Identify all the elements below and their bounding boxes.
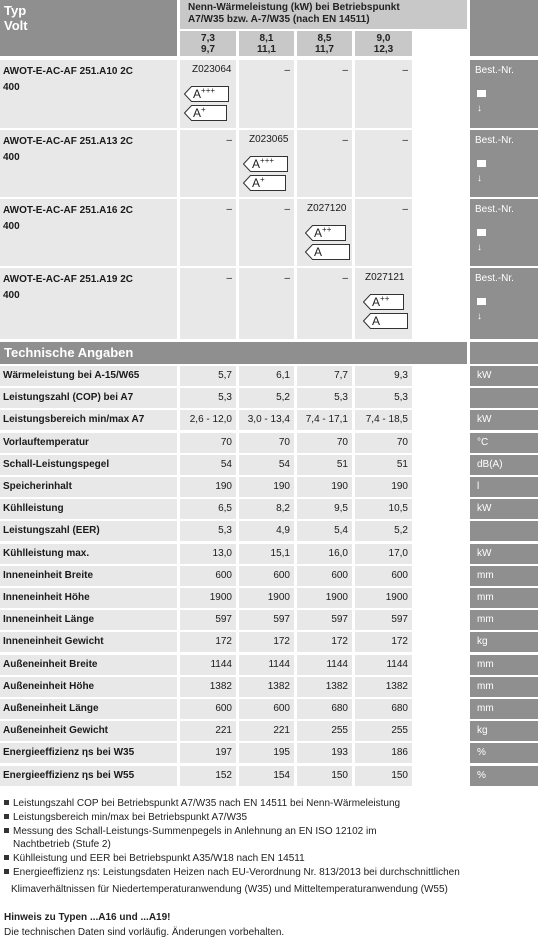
spec-value: 51 [297, 455, 352, 475]
model-cell [355, 60, 412, 128]
spec-label: Energieeffizienz ηs bei W55 [0, 766, 177, 786]
bar-icon[interactable] [477, 229, 486, 236]
header-type-volt [0, 0, 177, 56]
spec-value: 5,3 [297, 388, 352, 408]
spec-value: 7,4 - 17,1 [297, 410, 352, 430]
spec-value: 7,4 - 18,5 [355, 410, 412, 430]
footnote [4, 853, 305, 864]
spec-value: 1382 [355, 677, 412, 697]
spec-value: 9,3 [355, 366, 412, 386]
spec-label: Leistungszahl (COP) bei A7 [0, 388, 177, 408]
empty-dash: – [226, 273, 232, 284]
spec-label: Außeneinheit Länge [0, 699, 177, 719]
spec-value: 54 [239, 455, 294, 475]
energy-label [305, 225, 346, 241]
spec-value: 70 [239, 433, 294, 453]
spec-value: 10,5 [355, 499, 412, 519]
spec-value: 172 [180, 632, 236, 652]
spec-value: 597 [355, 610, 412, 630]
footnote [4, 812, 247, 823]
spec-value: 197 [180, 743, 236, 763]
model-row-name [0, 130, 177, 197]
empty-dash: – [226, 135, 232, 146]
spec-value: 1144 [180, 655, 236, 675]
footnote-text: Kühlleistung und EER bei Betriebspunkt A35/W18 nach EN 14511 [13, 853, 305, 864]
spec-unit: °C [470, 433, 538, 453]
footnote [4, 867, 460, 878]
empty-dash: – [284, 65, 290, 76]
spec-value: 4,9 [239, 521, 294, 541]
spec-value: 600 [180, 699, 236, 719]
spec-unit [470, 521, 538, 541]
model-row-name [0, 199, 177, 266]
footnote-text: Energieeffizienz ηs: Leistungsdaten Heizen nach EU-Verordnung Nr. 813/2013 bei durchschnittlichen [13, 867, 460, 878]
spec-unit: l [470, 477, 538, 497]
model-cell [180, 130, 236, 197]
spec-value: 2,6 - 12,0 [180, 410, 236, 430]
model-volt: 400 [3, 152, 20, 163]
spec-value: 3,0 - 13,4 [239, 410, 294, 430]
energy-class-letter: A [314, 245, 323, 259]
spec-value: 51 [355, 455, 412, 475]
spec-label: Inneneinheit Länge [0, 610, 177, 630]
order-number: Z027121 [365, 272, 405, 283]
spec-value: 1144 [355, 655, 412, 675]
energy-class-letter: A [193, 87, 202, 101]
spec-unit: mm [470, 566, 538, 586]
energy-class-text [193, 106, 206, 120]
spec-value: 195 [239, 743, 294, 763]
spec-value: 70 [180, 433, 236, 453]
spec-label: Inneneinheit Breite [0, 566, 177, 586]
column-header-b: 12,3 [373, 44, 394, 55]
column-header-b: 11,1 [257, 44, 276, 55]
model-cell [355, 130, 412, 197]
model-cell [297, 60, 352, 128]
bullet-icon [4, 869, 9, 874]
model-row-name [0, 60, 177, 128]
spec-unit: mm [470, 610, 538, 630]
spec-value: 13,0 [180, 544, 236, 564]
spec-value: 600 [239, 566, 294, 586]
spec-unit: kW [470, 544, 538, 564]
spec-value: 1144 [239, 655, 294, 675]
energy-label [243, 175, 286, 191]
spec-unit: kW [470, 366, 538, 386]
model-cell [239, 130, 294, 197]
spec-value: 680 [297, 699, 352, 719]
spec-value: 1900 [297, 588, 352, 608]
order-number: Z023064 [192, 64, 232, 75]
spec-label: Inneneinheit Höhe [0, 588, 177, 608]
spec-value: 70 [297, 433, 352, 453]
empty-dash: – [284, 273, 290, 284]
spec-value: 6,1 [239, 366, 294, 386]
order-number-label-cell [470, 60, 538, 128]
energy-class-letter: A [372, 314, 381, 328]
spec-value: 186 [355, 743, 412, 763]
order-number-label-cell [470, 199, 538, 266]
order-number-label: Best.-Nr. [475, 273, 514, 284]
type-label: Typ [4, 3, 27, 18]
model-cell [297, 268, 352, 339]
model-cell [239, 199, 294, 266]
energy-class-text [314, 245, 322, 259]
spec-value: 172 [297, 632, 352, 652]
spec-value: 9,5 [297, 499, 352, 519]
bullet-icon [4, 855, 9, 860]
hint-title: Hinweis zu Typen ...A16 und ...A19! [4, 912, 171, 923]
tech-title: Technische Angaben [4, 345, 134, 360]
spec-label: Speicherinhalt [0, 477, 177, 497]
empty-dash: – [402, 65, 408, 76]
nominal-line-2: A7/W35 bzw. A-7/W35 (nach EN 14511) [188, 14, 370, 25]
spec-value: 8,2 [239, 499, 294, 519]
spec-value: 597 [239, 610, 294, 630]
header-right-block [470, 0, 538, 56]
energy-class-plus: + [260, 175, 265, 184]
column-header [297, 31, 352, 56]
energy-class-letter: A [372, 295, 381, 309]
order-number-label: Best.-Nr. [475, 135, 514, 146]
spec-value: 255 [297, 721, 352, 741]
spec-value: 255 [355, 721, 412, 741]
model-cell [239, 268, 294, 339]
spec-unit: kg [470, 721, 538, 741]
energy-class-text [193, 87, 215, 101]
column-header-b: 11,7 [315, 44, 334, 55]
nominal-line-1: Nenn-Wärmeleistung (kW) bei Betriebspunkt [188, 2, 400, 13]
empty-dash: – [342, 135, 348, 146]
footnote-text: Leistungszahl COP bei Betriebspunkt A7/W35 nach EN 14511 bei Nenn-Wärmeleistung [13, 798, 401, 809]
column-header [239, 31, 294, 56]
footnote-text: Klimaverhältnissen für Niedertemperaturanwendung (W35) und Mitteltemperaturanwendung (W55) [11, 884, 448, 895]
bullet-icon [4, 814, 9, 819]
model-cell [355, 199, 412, 266]
column-header-a: 8,1 [259, 33, 274, 44]
spec-value: 5,2 [355, 521, 412, 541]
spec-value: 1382 [297, 677, 352, 697]
energy-class-plus: ++ [380, 294, 390, 303]
energy-label [243, 156, 288, 172]
spec-label: Inneneinheit Gewicht [0, 632, 177, 652]
spec-label: Leistungsbereich min/max A7 [0, 410, 177, 430]
energy-label [305, 244, 350, 260]
spec-value: 600 [180, 566, 236, 586]
spec-value: 54 [180, 455, 236, 475]
spec-unit: % [470, 766, 538, 786]
spec-value: 17,0 [355, 544, 412, 564]
spec-value: 600 [239, 699, 294, 719]
spec-unit: mm [470, 699, 538, 719]
footnote-text: Leistungsbereich min/max bei Betriebspunkt A7/W35 [13, 812, 248, 823]
energy-class-letter: A [314, 226, 323, 240]
footnote [4, 826, 377, 837]
bullet-icon [4, 828, 9, 833]
column-header [180, 31, 236, 56]
volt-label: Volt [4, 18, 28, 33]
spec-value: 221 [180, 721, 236, 741]
order-number: Z023065 [249, 134, 289, 145]
model-name: AWOT-E-AC-AF 251.A13 2C [3, 136, 134, 147]
bullet-icon [4, 800, 9, 805]
model-cell [355, 268, 412, 339]
spec-value: 172 [355, 632, 412, 652]
order-number-label: Best.-Nr. [475, 65, 514, 76]
model-cell [297, 130, 352, 197]
spec-value: 680 [355, 699, 412, 719]
footnote-text: Messung des Schall-Leistungs-Summenpegels in Anlehnung an EN ISO 12102 im [13, 826, 377, 837]
spec-value: 190 [355, 477, 412, 497]
column-header-a: 8,5 [317, 33, 332, 44]
footnote-text: Nachtbetrieb (Stufe 2) [13, 839, 111, 850]
spec-label: Außeneinheit Gewicht [0, 721, 177, 741]
model-volt: 400 [3, 221, 20, 232]
model-cell [180, 60, 236, 128]
spec-label: Wärmeleistung bei A-15/W65 [0, 366, 177, 386]
spec-value: 150 [297, 766, 352, 786]
spec-label: Kühlleistung [0, 499, 177, 519]
spec-value: 1900 [239, 588, 294, 608]
spec-label: Außeneinheit Höhe [0, 677, 177, 697]
spec-label: Leistungszahl (EER) [0, 521, 177, 541]
spec-unit: mm [470, 588, 538, 608]
model-volt: 400 [3, 290, 20, 301]
arrow-icon[interactable]: ↓ [477, 311, 482, 322]
energy-label [184, 105, 227, 121]
energy-class-plus: ++ [322, 225, 332, 234]
footnote [4, 798, 400, 809]
empty-dash: – [284, 204, 290, 215]
model-cell [239, 60, 294, 128]
energy-class-letter: A [252, 157, 261, 171]
tech-header-right [470, 342, 538, 364]
spec-label: Außeneinheit Breite [0, 655, 177, 675]
spec-value: 600 [297, 566, 352, 586]
column-header [355, 31, 412, 56]
spec-value: 1382 [180, 677, 236, 697]
energy-class-text [252, 176, 265, 190]
empty-dash: – [226, 204, 232, 215]
energy-class-letter: A [193, 106, 202, 120]
spec-value: 5,7 [180, 366, 236, 386]
empty-dash: – [402, 204, 408, 215]
energy-class-plus: + [201, 105, 206, 114]
spec-value: 152 [180, 766, 236, 786]
model-name: AWOT-E-AC-AF 251.A10 2C [3, 66, 134, 77]
model-cell [297, 199, 352, 266]
bar-icon[interactable] [477, 90, 486, 97]
energy-label [363, 313, 408, 329]
order-number-label-cell [470, 268, 538, 339]
model-cell [180, 199, 236, 266]
empty-dash: – [342, 65, 348, 76]
model-volt: 400 [3, 82, 20, 93]
model-cell [180, 268, 236, 339]
spec-value: 5,4 [297, 521, 352, 541]
spec-value: 1144 [297, 655, 352, 675]
footnote [13, 839, 111, 850]
empty-dash: – [342, 273, 348, 284]
energy-label [184, 86, 229, 102]
order-number-label: Best.-Nr. [475, 204, 514, 215]
spec-value: 190 [297, 477, 352, 497]
spec-value: 1900 [180, 588, 236, 608]
spec-unit: kW [470, 499, 538, 519]
spec-label: Vorlauftemperatur [0, 433, 177, 453]
spec-value: 600 [355, 566, 412, 586]
model-row-name [0, 268, 177, 339]
energy-class-text [252, 157, 274, 171]
spec-value: 154 [239, 766, 294, 786]
spec-value: 150 [355, 766, 412, 786]
energy-class-letter: A [252, 176, 261, 190]
bar-icon[interactable] [477, 160, 486, 167]
spec-value: 597 [297, 610, 352, 630]
spec-value: 16,0 [297, 544, 352, 564]
energy-class-plus: +++ [260, 156, 275, 165]
energy-class-text [372, 314, 380, 328]
spec-unit: dB(A) [470, 455, 538, 475]
energy-class-text [314, 226, 331, 240]
column-header-b: 9,7 [201, 44, 215, 55]
footnote [11, 884, 448, 895]
energy-label [363, 294, 404, 310]
column-header-a: 9,0 [376, 33, 391, 44]
spec-value: 1382 [239, 677, 294, 697]
spec-value: 193 [297, 743, 352, 763]
model-name: AWOT-E-AC-AF 251.A19 2C [3, 274, 134, 285]
spec-unit: mm [470, 655, 538, 675]
spec-value: 172 [239, 632, 294, 652]
arrow-icon[interactable]: ↓ [477, 103, 482, 114]
energy-class-text [372, 295, 389, 309]
spec-value: 7,7 [297, 366, 352, 386]
model-name: AWOT-E-AC-AF 251.A16 2C [3, 205, 134, 216]
spec-value: 5,3 [355, 388, 412, 408]
spec-value: 15,1 [239, 544, 294, 564]
column-header-a: 7,3 [201, 33, 215, 44]
spec-value: 190 [239, 477, 294, 497]
spec-value: 70 [355, 433, 412, 453]
spec-value: 6,5 [180, 499, 236, 519]
tech-section-header [0, 342, 467, 364]
arrow-icon[interactable]: ↓ [477, 242, 482, 253]
empty-dash: – [402, 135, 408, 146]
spec-value: 190 [180, 477, 236, 497]
spec-label: Kühlleistung max. [0, 544, 177, 564]
arrow-icon[interactable]: ↓ [477, 173, 482, 184]
spec-value: 221 [239, 721, 294, 741]
energy-class-plus: +++ [201, 86, 216, 95]
spec-label: Schall-Leistungspegel [0, 455, 177, 475]
energy-label-arrow-icon [305, 244, 350, 260]
header-nominal-power [180, 0, 467, 29]
spec-unit [470, 388, 538, 408]
spec-unit: % [470, 743, 538, 763]
energy-label-arrow-icon [363, 313, 408, 329]
order-number-label-cell [470, 130, 538, 197]
hint-text: Die technischen Daten sind vorläufig. Änderungen vorbehalten. [4, 927, 285, 938]
spec-unit: mm [470, 677, 538, 697]
spec-label: Energieeffizienz ηs bei W35 [0, 743, 177, 763]
spec-unit: kW [470, 410, 538, 430]
order-number: Z027120 [307, 203, 347, 214]
spec-unit: kg [470, 632, 538, 652]
spec-value: 5,3 [180, 388, 236, 408]
spec-value: 597 [180, 610, 236, 630]
bar-icon[interactable] [477, 298, 486, 305]
spec-value: 1900 [355, 588, 412, 608]
spec-value: 5,3 [180, 521, 236, 541]
spec-value: 5,2 [239, 388, 294, 408]
